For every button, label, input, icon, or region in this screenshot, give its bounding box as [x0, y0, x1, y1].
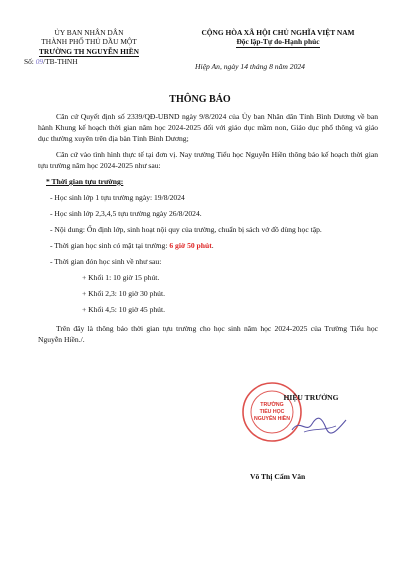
paragraph-1: Căn cứ Quyết định số 2339/QĐ-UBND ngày 9/8/2024 của Ủy ban Nhân dân Tỉnh Bình Dương về ban hành Khung kế hoạch thời gian năm học 2024-2025 đối với giáo dục mầm non, Giáo dục phổ thông và giáo dục thường xuyên trên địa bàn Tỉnh Bình Dương;: [38, 112, 378, 143]
signature-scribble: [290, 414, 350, 436]
pickup-item: + Khối 2,3: 10 giờ 30 phút.: [82, 289, 165, 298]
signer-title: HIỆU TRƯỞNG: [283, 393, 339, 402]
list-item-arrival: - Thời gian học sinh có mặt tại trường: 6 giờ 50 phút.: [50, 241, 214, 250]
list-item: - Học sinh lớp 1 tựu trường ngày: 19/8/2024: [50, 193, 185, 202]
national-title: CỘNG HÒA XÃ HỘI CHỦ NGHĨA VIỆT NAM: [201, 28, 355, 37]
stamp-text-2: TIỂU HỌC: [259, 409, 285, 415]
pickup-item: + Khối 4,5: 10 giờ 45 phút.: [82, 305, 165, 314]
document-number: Số: 09/TB-THNH: [24, 57, 78, 67]
section-heading: * Thời gian tựu trường:: [46, 177, 124, 186]
handwritten-number: 09: [35, 57, 44, 67]
stamp-text-1: TRƯỜNG: [260, 402, 284, 408]
closing-paragraph: Trên đây là thông báo thời gian tựu trường cho học sinh năm học 2024-2025 của Trường Tiểu học Nguyễn Hiền./.: [38, 324, 378, 344]
header-right: [178, 28, 378, 48]
pickup-item: + Khối 1: 10 giờ 15 phút.: [82, 273, 160, 282]
paragraph-2: Căn cứ vào tình hình thực tế tại đơn vị. Nay trường Tiểu học Nguyễn Hiền thông báo kế hoạch thời gian tựu trường năm học 2024-2025 như sau:: [38, 150, 378, 170]
signature-block: [236, 393, 386, 402]
stamp-text-3: NGUYỄN HIỀN: [253, 416, 291, 422]
signer-name: Võ Thị Cẩm Vân: [250, 472, 306, 481]
list-item: - Nội dung: Ổn định lớp, sinh hoạt nội quy của trường, chuẩn bị sách vở đồ dùng học tập.: [50, 225, 322, 234]
document-title: THÔNG BÁO: [169, 94, 231, 105]
list-item: - Thời gian đón học sinh về như sau:: [50, 257, 162, 266]
national-motto: Độc lập-Tự do-Hạnh phúc: [236, 37, 320, 47]
org-line-2: THÀNH PHỐ THỦ DẦU MỘT: [41, 37, 137, 47]
document-body: [38, 111, 378, 345]
school-name: TRƯỜNG TH NGUYỄN HIỀN: [39, 46, 139, 56]
header-left: [14, 28, 164, 67]
list-item: - Học sinh lớp 2,3,4,5 tựu trường ngày 26/8/2024.: [50, 209, 202, 218]
org-line-1: ỦY BAN NHÂN DÂN: [54, 28, 124, 37]
document-date: Hiệp An, ngày 14 tháng 8 năm 2024: [195, 62, 305, 71]
arrival-time: 6 giờ 50 phút: [169, 241, 212, 250]
